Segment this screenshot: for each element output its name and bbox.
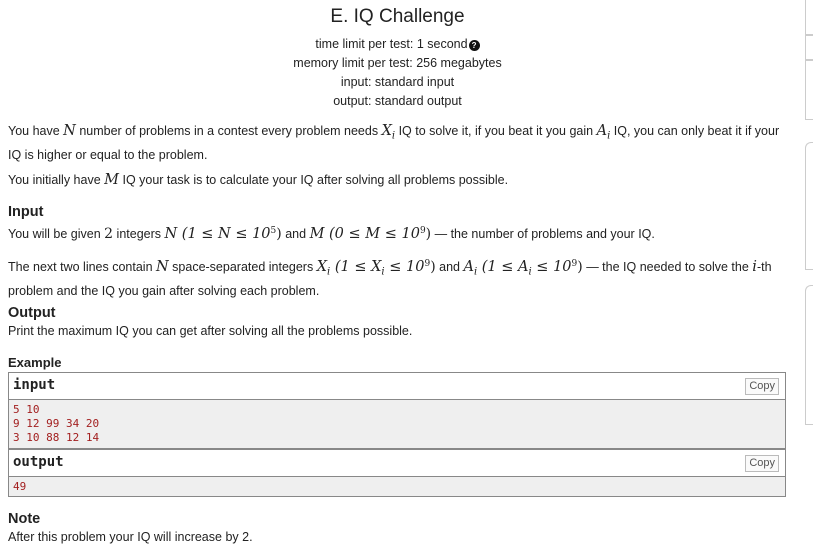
example-label: Example [8, 355, 62, 370]
time-limit-label: time limit per test: [315, 37, 417, 51]
time-limit [0, 37, 795, 51]
problem-title: E. IQ Challenge [330, 6, 465, 27]
output-paragraph: Print the maximum IQ you can get after solving all the problems possible. [8, 324, 413, 338]
output-heading: Output [8, 305, 56, 321]
sample-input-content[interactable]: 5 10 9 12 99 34 20 3 10 88 12 14 [13, 403, 100, 444]
memory-limit: memory limit per test: 256 megabytes [293, 56, 502, 70]
note-heading: Note [8, 511, 41, 527]
input-paragraph-2: The next two lines contain N space-separated integers $X_i$ $(1 \le X_i \le 10^9)$ and $A_i$ $(1 \le A_i \le 10^9)$ — the IQ needed to solve the i-th problem and the IQ you gain after solving each problem. [8, 259, 772, 298]
sample-output-content[interactable]: 49 [13, 480, 27, 493]
sidebar-box-edge [805, 285, 813, 425]
sidebar-box-edge [805, 35, 813, 60]
right-sidebar-edge [805, 0, 813, 558]
sample-output-label: output [13, 454, 64, 470]
sample-output-box [8, 449, 786, 497]
sample-input-box [8, 372, 786, 449]
legend-paragraph-1: You have N number of problems in a contest every problem needs $X_i$ IQ to solve it, if you beat it you gain $A_i$ IQ, you can only beat it if your IQ is higher or equal to the problem. [8, 123, 780, 162]
sample-input-header [9, 373, 785, 400]
input-paragraph-1: You will be given 2 integers N $(1 \le N \le 10^5)$ and M $(0 \le M \le 10^9)$ — the number of problems and your IQ. [8, 226, 655, 243]
sidebar-box-edge [805, 60, 813, 120]
help-icon[interactable]: ? [469, 40, 480, 51]
input-heading: Input [8, 204, 44, 220]
copy-input-button[interactable]: Copy [745, 378, 779, 395]
input-file: input: standard input [340, 75, 455, 89]
note-paragraph: After this problem your IQ will increase by 2. [8, 530, 253, 544]
time-limit-value: 1 second [416, 37, 468, 51]
sample-input-label: input [13, 377, 56, 393]
sidebar-box-edge [805, 0, 813, 35]
copy-output-button[interactable]: Copy [745, 455, 779, 472]
output-file: output: standard output [333, 94, 462, 108]
sidebar-box-edge [805, 142, 813, 270]
sample-output-header [9, 450, 785, 477]
legend-paragraph-2: You initially have M IQ your task is to calculate your IQ after solving all problems possible. [8, 172, 509, 188]
